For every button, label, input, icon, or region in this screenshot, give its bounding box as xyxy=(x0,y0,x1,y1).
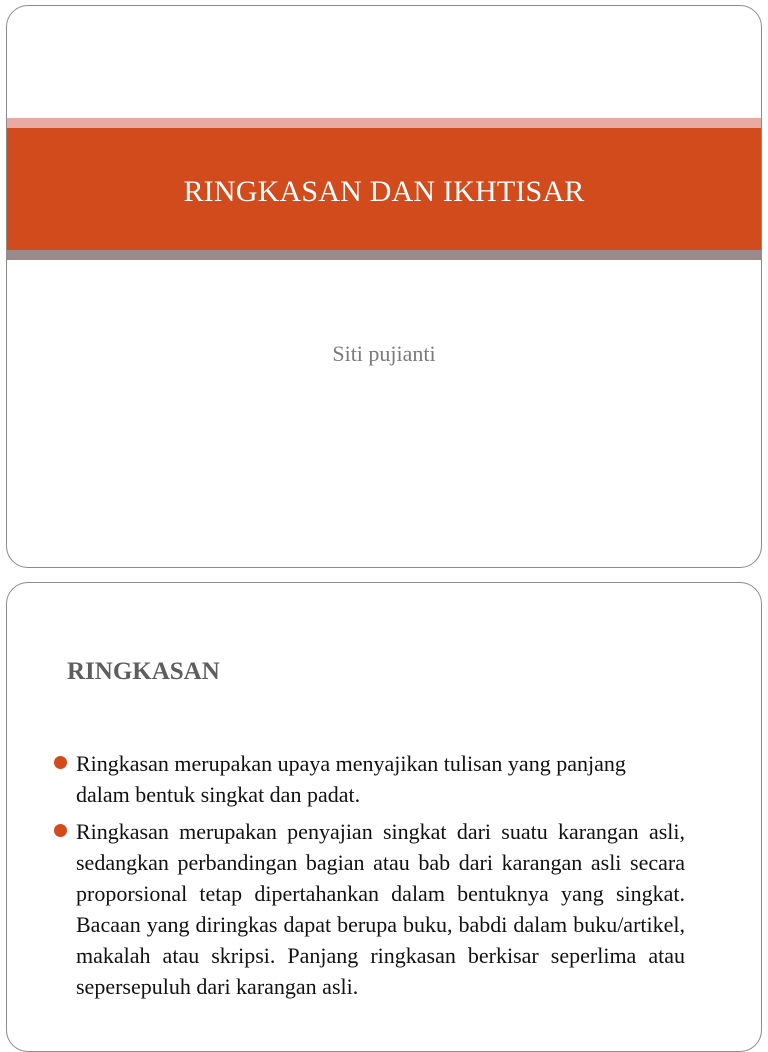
bullet-item xyxy=(52,748,685,810)
bullet-dot-icon xyxy=(54,824,67,837)
title-band-top-stripe xyxy=(7,118,761,128)
bullet-item xyxy=(52,816,685,1002)
bullet-list xyxy=(52,748,685,1008)
slide-subtitle: Siti pujianti xyxy=(332,341,436,366)
title-band-bottom-stripe xyxy=(7,250,761,260)
content-slide xyxy=(6,582,762,1052)
bullet-text: Ringkasan merupakan upaya menyajikan tulisan yang panjang dalam bentuk singkat dan padat. xyxy=(76,751,626,807)
title-slide xyxy=(6,5,762,568)
bullet-dot-icon xyxy=(54,756,67,769)
slide-title: RINGKASAN DAN IKHTISAR xyxy=(183,175,585,208)
bullet-text: Ringkasan merupakan penyajian singkat dari suatu karangan asli, sedangkan perbandingan bagian atau bab dari karangan asli secara proporsional tetap dipertahankan dalam bentuknya yang singkat. Bacaan yang diringkas dapat berupa buku, babdi dalam buku/artikel, makalah atau skripsi. Panjang ringkasan berkisar seperlima atau sepersepuluh dari karangan asli. xyxy=(76,819,685,999)
section-heading: RINGKASAN xyxy=(67,658,220,685)
title-band xyxy=(7,128,761,250)
